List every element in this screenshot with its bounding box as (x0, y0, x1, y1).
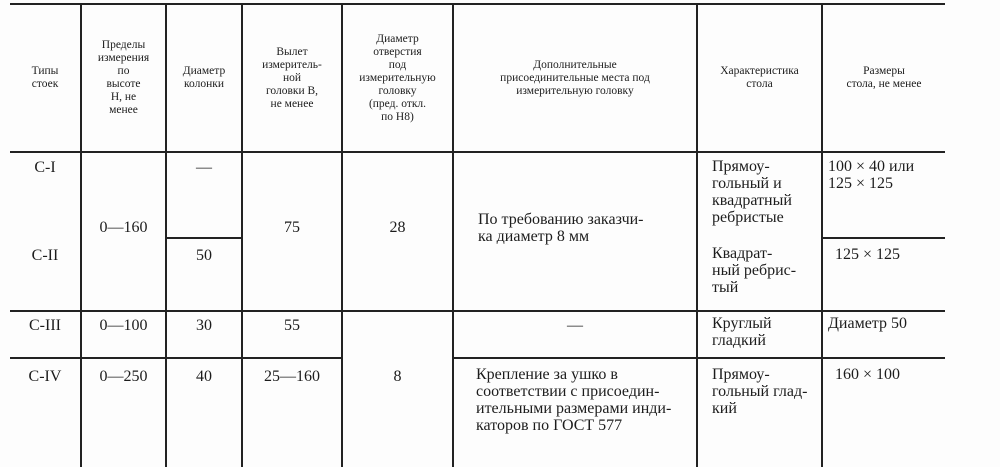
type-c3: С-III (29, 316, 61, 334)
limits-c1-c2: 0—160 (99, 218, 148, 236)
type-c2: С-II (31, 246, 59, 264)
type-c1: С-I (34, 158, 56, 176)
limits-c3: 0—100 (99, 316, 148, 334)
table-size-c2: 125 × 125 (835, 246, 901, 263)
header-bottom-rule (10, 151, 945, 153)
limits-c4: 0—250 (99, 367, 148, 385)
reach-c4: 25—160 (264, 367, 320, 385)
extra-c3: — (567, 316, 583, 334)
header-column-diameter: Диаметр колонки (182, 65, 226, 90)
table-size-c1: 100 × 40 или 125 × 125 (828, 158, 915, 192)
type-c4: С-IV (28, 367, 62, 385)
header-reach: Вылет измеритель- ной головки B, не менее (262, 45, 322, 110)
reach-c1-c2: 75 (284, 218, 300, 236)
header-table-size: Размеры стола, не менее (846, 65, 922, 90)
table-size-c4: 160 × 100 (835, 366, 901, 383)
header-table-character: Характеристика стола (720, 65, 799, 90)
column-c3: 30 (196, 316, 212, 334)
rule-below-c3-right (452, 357, 945, 359)
hole-c4: 8 (393, 367, 402, 385)
hole-c1-c3: 28 (389, 218, 406, 236)
column-c2: 50 (196, 246, 212, 264)
reach-c3: 55 (284, 316, 300, 334)
table-char-c4: Прямоу- гольный глад- кий (712, 366, 808, 417)
table-char-c1: Прямоу- гольный и квадратный ребристые (712, 158, 792, 226)
rule-below-c3 (10, 357, 342, 359)
rule-below-c1-column (166, 237, 242, 239)
table-char-c2: Квадрат- ный ребрис- тый (712, 245, 797, 296)
column-c4: 40 (196, 367, 212, 385)
extra-c1-c2: По требованию заказчи- ка диаметр 8 мм (478, 211, 644, 245)
table-size-c3: Диаметр 50 (828, 315, 907, 332)
table-char-c3: Круглый гладкий (712, 315, 772, 349)
header-type: Типы стоек (31, 65, 59, 90)
header-limits: Пределы измерения по высоте H, не менее (97, 39, 150, 116)
header-extra-places: Дополнительные присоединительные места под измерительную головку (500, 58, 650, 97)
header-hole-diameter: Диаметр отверстия под измерительную головку (пред. откл. по H8) (359, 32, 436, 123)
rule-below-c1-right (822, 237, 945, 239)
column-c1: — (196, 158, 212, 176)
rule-below-c2 (10, 310, 945, 312)
extra-c4: Крепление за ушко в соответствии с присоедин- ительными размерами инди- каторов по ГОСТ 577 (476, 366, 672, 434)
